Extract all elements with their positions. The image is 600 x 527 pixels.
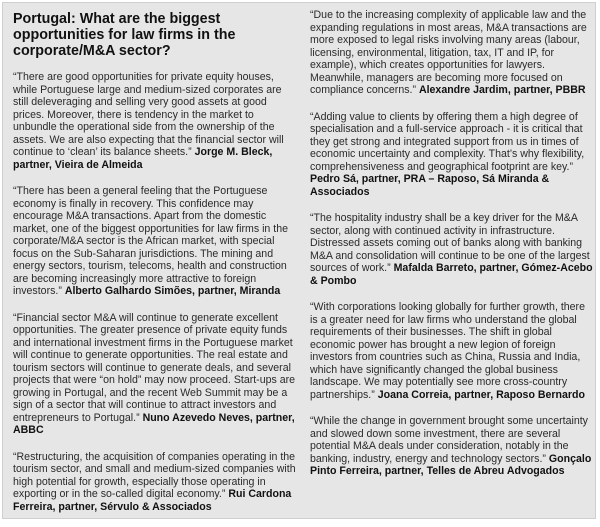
left-column bbox=[13, 3, 296, 527]
quote-attribution: Rui Cardona Ferreira, partner, Sérvulo & Associados bbox=[13, 488, 292, 513]
quote-text: “Due to the increasing complexity of applicable law and the expanding regulations in most areas, M&A transactions are more exposed to legal risks involving many areas (labour, licensing, environmental, litigation, tax, IT and IP, for example), which creates opportunities for lawyers. Meanwhile, managers are becoming more focused on compliance concerns.” bbox=[310, 9, 587, 96]
quote-neves bbox=[13, 312, 296, 437]
quote-attribution: Alexandre Jardim, partner, PBBR bbox=[418, 84, 586, 96]
article-panel bbox=[2, 2, 596, 519]
quote-correia bbox=[310, 301, 593, 401]
quote-attribution: Mafalda Barreto, partner, Gómez-Acebo & Pombo bbox=[310, 262, 593, 287]
quote-ferreira bbox=[13, 451, 296, 514]
quote-attribution: Alberto Galhardo Simões, partner, Miranda bbox=[64, 285, 281, 297]
quote-text: “Restructuring, the acquisition of companies operating in the tourism sector, and small and medium-sized companies with high potential for growth, especially those operating in exporting or in the so-called digital economy.” bbox=[13, 450, 296, 500]
quote-attribution: Nuno Azevedo Neves, partner, ABBC bbox=[13, 411, 295, 436]
quote-attribution: Joana Correia, partner, Raposo Bernardo bbox=[377, 388, 585, 401]
quote-text: “Adding value to clients by offering them a high degree of specialisation and a full-service approach - it is critical that they get strong and integrated support from us in times of economic uncertainty and complexity. That’s why flexibility, comprehensiveness and geographical footprint are key.” bbox=[310, 110, 585, 173]
quote-bleck bbox=[13, 71, 296, 171]
quote-text: “Financial sector M&A will continue to generate excellent opportunities. The greater presence of private equity funds and international investment firms in the Portuguese market will continue to generate opportunities. The real estate and tourism sectors will continue to generate deals, and several projects that were “on hold” may now proceed. Start-ups are growing in Portugal, and the recent Web Summit may be a sign of a sector that will continue to attract investors and entrepreneurs to Portugal.” bbox=[13, 311, 296, 424]
quote-attribution: Gonçalo Pinto Ferreira, partner, Telles de Abreu Advogados bbox=[310, 452, 592, 477]
right-column bbox=[310, 3, 593, 492]
quote-text: “There has been a general feeling that the Portuguese economy is finally in recovery. This confidence may encourage M&A transactions. Apart from the domestic market, one of the biggest opportunities for law firms in the corporate/M&A sector is the African market, with special focus on the Sub-Saharan jurisdictions. The mining and energy sectors, tourism, telecoms, health and construction are becoming increasingly more attractive to foreign investors.” bbox=[13, 185, 288, 297]
quote-attribution: Pedro Sá, partner, PRA – Raposo, Sá Miranda & Associados bbox=[310, 173, 550, 198]
quote-jardim bbox=[310, 9, 593, 97]
quote-attribution: Jorge M. Bleck, partner, Vieira de Almeida bbox=[13, 146, 273, 171]
quote-pinto-ferreira bbox=[310, 415, 593, 478]
quote-text: “While the change in government brought some uncertainty and slowed down some investment, there are several potential M&A deals under consideration, notably in the banking, industry, energy and technology sectors.” bbox=[310, 415, 588, 465]
quote-simoes bbox=[13, 185, 296, 298]
quote-text: “The hospitality industry shall be a key driver for the M&A sector, along with continued activity in infrastructure. Distressed assets coming out of banks along with banking M&A and consolidation will continue to be one of the largest sources of work.” bbox=[310, 212, 590, 274]
quote-text: “With corporations looking globally for further growth, there is a greater need for law firms who understand the global requirements of their businesses. The shift in global economic power has brought a new legion of foreign investors from countries such as China, Russia and India, which have significantly changed the global business landscape. We may potentially see more cross-country partnerships.” bbox=[310, 301, 585, 401]
quote-text: “There are good opportunities for private equity houses, while Portuguese large and medium-sized corporates are still deleveraging and selling very good assets at good prices. Moreover, there is tendency in the market to unbundle the operational side from the ownership of the assets. We are also expecting that the financial sector will continue to ‘clean’ its balance sheets.” bbox=[13, 71, 284, 158]
quote-sa bbox=[310, 111, 593, 199]
article-title: Portugal: What are the biggest opportunities for law firms in the corporate/M&A sector? bbox=[13, 11, 236, 59]
quote-barreto bbox=[310, 212, 593, 287]
